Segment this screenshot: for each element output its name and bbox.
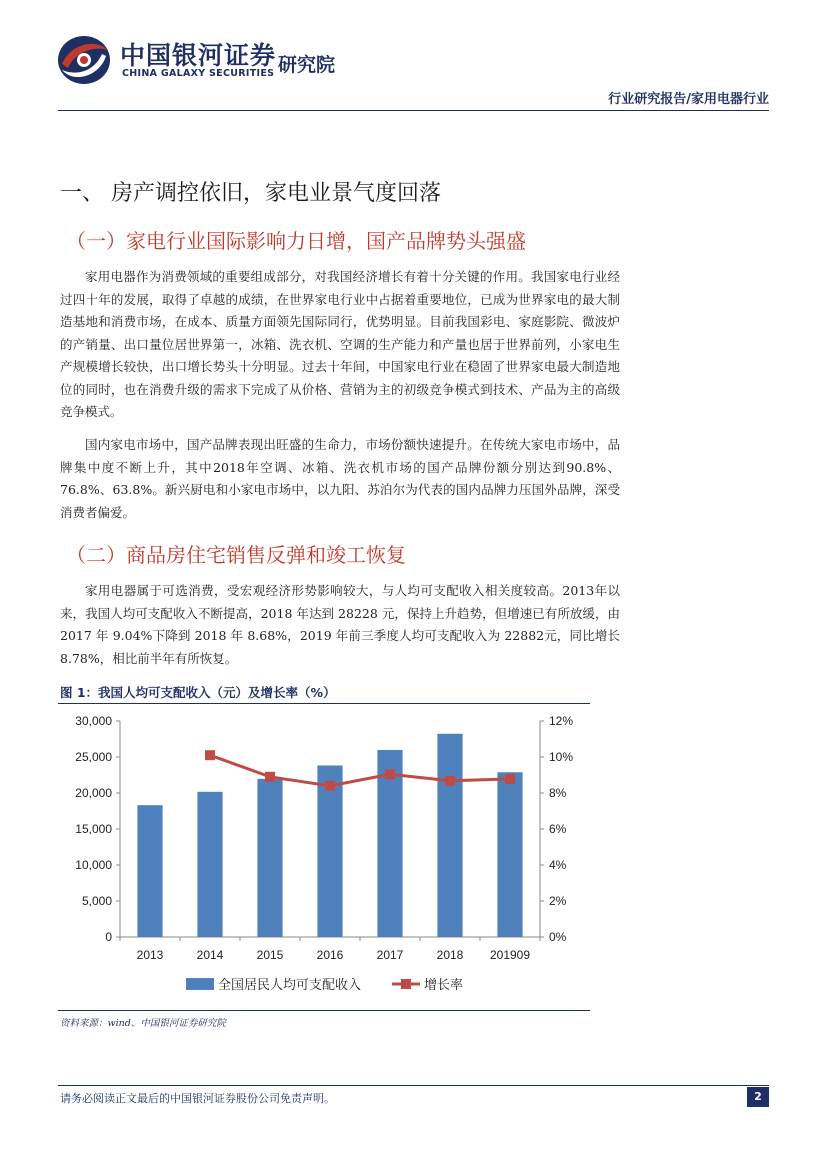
x-tick-label: 2018: [436, 948, 464, 962]
paragraph-2: 国内家电市场中，国产品牌表现出旺盛的生命力，市场份额快速提升。在传统大家电市场中，品牌集中度不断上升，其中2018年空调、冰箱、洗衣机市场的国产品牌份额分别达到90.8%、76.8%、63.8%。新兴厨电和小家电市场中，以九阳、苏泊尔为代表的国内品牌力压国外品牌，深受消费者偏爱。: [60, 437, 620, 520]
left-tick-label: 5,000: [81, 894, 112, 908]
growth-rate-point: [325, 781, 335, 791]
subsection-heading-1: （一）家电行业国际影响力日增，国产品牌势头强盛: [66, 229, 526, 253]
paragraph-3: 家用电器属于可选消费，受宏观经济形势影响较大，与人均可支配收入相关度较高。2013年以来，我国人均可支配收入不断提高，2018 年达到 28228 元，保持上升趋势，但增速已有所放缓，由 2017 年 9.04%下降到 2018 年 8.68%，2019 年前三季度人均可支配收入为 22882元，同比增长 8.78%，相比前半年有所恢复。: [60, 583, 620, 666]
growth-rate-point: [265, 772, 275, 782]
left-tick-label: 25,000: [75, 750, 112, 764]
logo-company-name-en: CHINA GALAXY SECURITIES: [122, 68, 275, 79]
footer-disclaimer: 请务必阅读正文最后的中国银河证券股份公司免责声明。: [60, 1092, 335, 1105]
x-tick-label: 2014: [196, 948, 224, 962]
paragraph-1: 家用电器作为消费领域的重要组成部分，对我国经济增长有着十分关键的作用。我国家电行业经过四十年的发展，取得了卓越的成绩，在世界家电行业中占据着重要地位，已成为世界家电的最大制造基地和消费市场，在成本、质量方面领先国际同行，优势明显。目前我国彩电、家庭影院、微波炉的产销量、出口量位居世界第一，冰箱、洗衣机、空调的生产能力和产量也居于世界前列，小家电生产规模增长较快，出口增长势头十分明显。过去十年间，中国家电行业在稳固了世界家电最大制造地位的同时，也在消费升级的需求下完成了从价格、营销为主的初级竞争模式到技术、产品为主的高级竞争模式。: [60, 269, 620, 419]
logo-company-name-cn: 中国银河证券: [120, 41, 277, 70]
right-tick-label: 10%: [549, 750, 574, 764]
report-type: 行业研究报告/家用电器行业: [608, 92, 769, 107]
x-tick-label: 2015: [256, 948, 284, 962]
right-tick-label: 12%: [549, 714, 574, 728]
left-tick-label: 10,000: [75, 858, 112, 872]
figure-source: 资料来源：wind、中国银河证券研究院: [60, 1018, 226, 1029]
income-bar: [197, 792, 222, 937]
figure-title: 图 1：我国人均可支配收入（元）及增长率（%）: [60, 685, 336, 700]
left-tick-label: 15,000: [75, 822, 112, 836]
income-bar: [317, 765, 342, 937]
left-tick-label: 30,000: [75, 714, 112, 728]
x-tick-label: 2013: [136, 948, 164, 962]
growth-rate-point: [205, 750, 215, 760]
header-divider: [58, 110, 769, 111]
logo-institute-name: 研究院: [278, 54, 336, 76]
right-tick-label: 0%: [549, 930, 567, 944]
x-tick-label: 2016: [316, 948, 344, 962]
legend-line-label: 增长率: [424, 978, 464, 993]
figure-top-rule: [58, 703, 590, 704]
page-number: 2: [747, 1087, 769, 1107]
x-tick-label: 201909: [489, 948, 531, 962]
right-tick-label: 2%: [549, 894, 567, 908]
right-tick-label: 8%: [549, 786, 567, 800]
income-bar: [437, 734, 462, 937]
left-tick-label: 20,000: [75, 786, 112, 800]
growth-rate-point: [445, 776, 455, 786]
growth-rate-point: [505, 774, 515, 784]
x-tick-label: 2017: [376, 948, 404, 962]
income-bar: [257, 779, 282, 937]
growth-rate-line: [210, 755, 510, 786]
growth-rate-point: [385, 769, 395, 779]
right-tick-label: 4%: [549, 858, 567, 872]
section-heading: 一、 房产调控依旧，家电业景气度回落: [60, 181, 441, 206]
legend-bar-label: 全国居民人均可支配收入: [218, 978, 362, 993]
left-tick-label: 0: [105, 930, 112, 944]
subsection-heading-2: （二）商品房住宅销售反弹和竣工恢复: [66, 543, 406, 567]
legend-bar-swatch: [186, 978, 214, 990]
figure-bottom-rule: [58, 1010, 590, 1011]
income-growth-chart: [58, 706, 590, 1008]
legend-line-marker: [401, 979, 411, 989]
footer-divider: [58, 1085, 769, 1086]
galaxy-logo-icon: [56, 34, 112, 86]
right-tick-label: 6%: [549, 822, 567, 836]
company-logo: [56, 30, 356, 90]
income-bar: [497, 772, 522, 937]
income-bar: [137, 805, 162, 937]
